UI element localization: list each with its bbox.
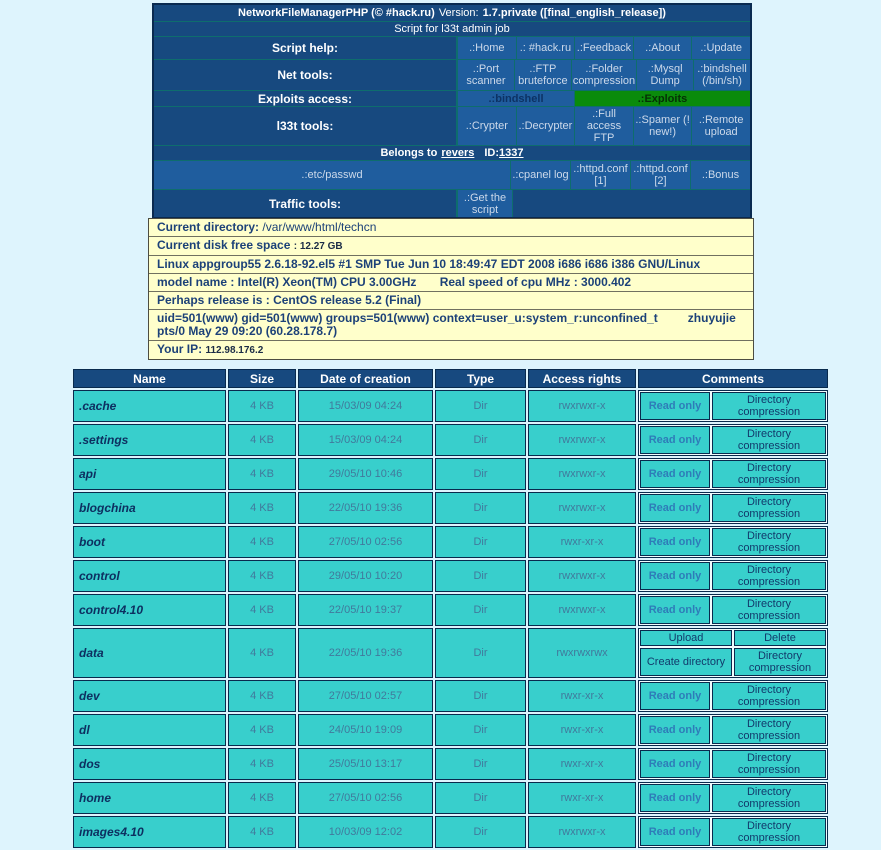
file-name-link[interactable]: blogchina	[73, 492, 226, 524]
comments-normal	[640, 784, 826, 812]
table-row	[73, 560, 828, 592]
file-type: Dir	[435, 560, 526, 592]
file-type: Dir	[435, 526, 526, 558]
bindshell-button[interactable]: .:bindshell	[457, 91, 574, 106]
system-info-panel	[148, 218, 754, 360]
comments-normal	[640, 562, 826, 590]
owner-link[interactable]: revers	[441, 147, 475, 159]
file-comments	[638, 594, 828, 626]
file-comments	[638, 782, 828, 814]
disk-space-label: Current disk free space	[157, 238, 291, 252]
bonus-button[interactable]: .:Bonus	[690, 161, 750, 189]
file-name-link[interactable]: dev	[73, 680, 226, 712]
folder-compression-button[interactable]: .:Folder compression	[571, 60, 636, 90]
directory-compression-button[interactable]: Directory compression	[712, 818, 826, 846]
file-size: 4 KB	[228, 424, 296, 456]
belongs-prefix: Belongs to	[380, 147, 438, 159]
file-name-link[interactable]: .settings	[73, 424, 226, 456]
read-only-button[interactable]: Read only	[640, 460, 710, 488]
file-size: 4 KB	[228, 748, 296, 780]
header-rights: Access rights	[528, 369, 636, 388]
file-access-rights: rwxrwxr-x	[528, 458, 636, 490]
your-ip-value: 112.98.176.2	[205, 345, 264, 356]
version-label: Version:	[438, 7, 479, 19]
port-scanner-button[interactable]: .:Port scanner	[457, 60, 514, 90]
directory-compression-button[interactable]: Directory compression	[712, 596, 826, 624]
current-directory-row	[149, 219, 753, 237]
file-date: 15/03/09 04:24	[298, 424, 433, 456]
release-row: Perhaps release is : CentOS release 5.2 (Final)	[149, 292, 753, 310]
l33t-tools-label: l33t tools:	[154, 107, 457, 145]
config-files-row	[154, 160, 750, 189]
file-type: Dir	[435, 424, 526, 456]
file-type: Dir	[435, 594, 526, 626]
read-only-button[interactable]: Read only	[640, 716, 710, 744]
file-comments	[638, 458, 828, 490]
header-name: Name	[73, 369, 226, 388]
shell-menu	[152, 3, 752, 219]
file-access-rights: rwxrwxr-x	[528, 560, 636, 592]
file-comments	[638, 560, 828, 592]
file-date: 22/05/10 19:37	[298, 594, 433, 626]
read-only-button[interactable]: Read only	[640, 784, 710, 812]
decrypter-button[interactable]: .:Decrypter	[516, 107, 575, 145]
file-type: Dir	[435, 782, 526, 814]
file-name-link[interactable]: control4.10	[73, 594, 226, 626]
file-access-rights: rwxr-xr-x	[528, 714, 636, 746]
file-type: Dir	[435, 492, 526, 524]
table-row	[73, 628, 828, 678]
spamer-button[interactable]: .:Spamer (! new!)	[633, 107, 692, 145]
directory-compression-button[interactable]: Directory compression	[712, 716, 826, 744]
id-info-row: uid=501(www) gid=501(www) groups=501(www) context=user_u:system_r:unconfined_t zhuyujie pts/0 May 29 09:20 (60.28.178.7)	[149, 310, 753, 341]
ftp-bruteforce-button[interactable]: .:FTP bruteforce	[514, 60, 571, 90]
comments-normal	[640, 426, 826, 454]
your-ip-row	[149, 341, 753, 359]
app-name: NetworkFileManagerPHP (© #hack.ru)	[238, 7, 435, 19]
file-name-link[interactable]: control	[73, 560, 226, 592]
comments-normal	[640, 682, 826, 710]
file-name-link[interactable]: data	[73, 628, 226, 678]
id-link[interactable]: 1337	[499, 147, 524, 159]
header-comments: Comments	[638, 369, 828, 388]
table-row	[73, 390, 828, 422]
read-only-button[interactable]: Read only	[640, 562, 710, 590]
comments-normal	[640, 494, 826, 522]
directory-compression-button[interactable]: Directory compression	[734, 648, 826, 676]
comments-normal	[640, 528, 826, 556]
delete-button[interactable]: Delete	[734, 630, 826, 646]
crypter-button[interactable]: .:Crypter	[457, 107, 516, 145]
file-name-link[interactable]: dos	[73, 748, 226, 780]
file-date: 27/05/10 02:56	[298, 526, 433, 558]
traffic-row-filler	[512, 190, 750, 217]
file-comments	[638, 714, 828, 746]
exploits-access-row	[154, 90, 750, 106]
file-date: 22/05/10 19:36	[298, 492, 433, 524]
remote-upload-button[interactable]: .:Remote upload	[691, 107, 750, 145]
update-button[interactable]: .:Update	[691, 37, 750, 59]
table-row	[73, 714, 828, 746]
belongs-row	[154, 145, 750, 160]
file-date: 15/03/09 04:24	[298, 390, 433, 422]
etc-passwd-button[interactable]: .:etc/passwd	[154, 161, 510, 189]
current-directory-label: Current directory:	[157, 220, 260, 234]
file-comments	[638, 424, 828, 456]
file-size: 4 KB	[228, 526, 296, 558]
table-row	[73, 748, 828, 780]
net-tools-label: Net tools:	[154, 60, 457, 90]
file-size: 4 KB	[228, 492, 296, 524]
cpu-row: model name : Intel(R) Xeon(TM) CPU 3.00GHz Real speed of cpu MHz : 3000.402	[149, 274, 753, 292]
file-comments	[638, 680, 828, 712]
net-tools-row	[154, 59, 750, 90]
version-value: 1.7.private ([final_english_release])	[482, 7, 666, 19]
comments-writable	[640, 630, 826, 676]
read-only-button[interactable]: Read only	[640, 494, 710, 522]
file-size: 4 KB	[228, 714, 296, 746]
uname-row: Linux appgroup55 2.6.18-92.el5 #1 SMP Tue Jun 10 18:49:47 EDT 2008 i686 i686 i386 GNU/Linux	[149, 256, 753, 274]
file-access-rights: rwxr-xr-x	[528, 782, 636, 814]
table-row	[73, 594, 828, 626]
mysql-dump-button[interactable]: .:Mysql Dump	[636, 60, 693, 90]
about-button[interactable]: .:About	[633, 37, 692, 59]
script-help-label: Script help:	[154, 37, 457, 59]
read-only-button[interactable]: Read only	[640, 426, 710, 454]
file-type: Dir	[435, 816, 526, 848]
file-type: Dir	[435, 390, 526, 422]
file-name-link[interactable]: dl	[73, 714, 226, 746]
comments-normal	[640, 392, 826, 420]
l33t-tools-row	[154, 106, 750, 145]
table-row	[73, 782, 828, 814]
file-size: 4 KB	[228, 782, 296, 814]
table-row	[73, 458, 828, 490]
file-access-rights: rwxrwxrwx	[528, 628, 636, 678]
httpd-conf-1-button[interactable]: .:httpd.conf [1]	[570, 161, 630, 189]
app-title	[154, 5, 750, 21]
directory-compression-button[interactable]: Directory compression	[712, 528, 826, 556]
comments-normal	[640, 596, 826, 624]
create-directory-button[interactable]: Create directory	[640, 648, 732, 676]
directory-compression-button[interactable]: Directory compression	[712, 750, 826, 778]
comments-normal	[640, 716, 826, 744]
read-only-button[interactable]: Read only	[640, 750, 710, 778]
directory-compression-button[interactable]: Directory compression	[712, 392, 826, 420]
file-access-rights: rwxr-xr-x	[528, 526, 636, 558]
file-date: 27/05/10 02:56	[298, 782, 433, 814]
file-date: 29/05/10 10:46	[298, 458, 433, 490]
read-only-button[interactable]: Read only	[640, 596, 710, 624]
bindshell-binsh-button[interactable]: .:bindshell (/bin/sh)	[693, 60, 750, 90]
cpanel-log-button[interactable]: .:cpanel log	[510, 161, 570, 189]
exploits-button[interactable]: .:Exploits	[574, 91, 750, 106]
file-date: 10/03/09 12:02	[298, 816, 433, 848]
directory-compression-button[interactable]: Directory compression	[712, 494, 826, 522]
file-table-body	[73, 390, 828, 848]
table-row	[73, 424, 828, 456]
file-access-rights: rwxrwxr-x	[528, 594, 636, 626]
disk-space-row	[149, 237, 753, 256]
read-only-button[interactable]: Read only	[640, 682, 710, 710]
file-size: 4 KB	[228, 680, 296, 712]
file-name-link[interactable]: images4.10	[73, 816, 226, 848]
file-type: Dir	[435, 714, 526, 746]
current-directory-value: /var/www/html/techcn	[262, 220, 377, 234]
file-type: Dir	[435, 748, 526, 780]
comments-normal	[640, 750, 826, 778]
comments-normal	[640, 460, 826, 488]
file-name-link[interactable]: home	[73, 782, 226, 814]
file-size: 4 KB	[228, 594, 296, 626]
table-row	[73, 526, 828, 558]
file-access-rights: rwxr-xr-x	[528, 680, 636, 712]
file-name-link[interactable]: api	[73, 458, 226, 490]
file-name-link[interactable]: .cache	[73, 390, 226, 422]
table-row	[73, 680, 828, 712]
traffic-tools-row	[154, 189, 750, 217]
traffic-tools-label: Traffic tools:	[154, 190, 457, 217]
file-table-header	[73, 369, 828, 388]
file-access-rights: rwxrwxr-x	[528, 424, 636, 456]
httpd-conf-2-button[interactable]: .:httpd.conf [2]	[630, 161, 690, 189]
file-date: 22/05/10 19:36	[298, 628, 433, 678]
hackru-button[interactable]: .: #hack.ru	[516, 37, 575, 59]
file-comments	[638, 492, 828, 524]
table-row	[73, 492, 828, 524]
file-date: 29/05/10 10:20	[298, 560, 433, 592]
file-size: 4 KB	[228, 816, 296, 848]
upload-button[interactable]: Upload	[640, 630, 732, 646]
file-type: Dir	[435, 680, 526, 712]
your-ip-label: Your IP:	[157, 342, 203, 356]
directory-compression-button[interactable]: Directory compression	[712, 562, 826, 590]
file-comments	[638, 628, 828, 678]
full-access-ftp-button[interactable]: .:Full access FTP	[574, 107, 633, 145]
disk-space-value: : 12.27 GB	[293, 241, 343, 252]
file-date: 25/05/10 13:17	[298, 748, 433, 780]
comments-normal	[640, 818, 826, 846]
file-type: Dir	[435, 458, 526, 490]
file-size: 4 KB	[228, 458, 296, 490]
file-name-link[interactable]: boot	[73, 526, 226, 558]
read-only-button[interactable]: Read only	[640, 392, 710, 420]
id-label: ID:	[484, 147, 500, 159]
file-date: 27/05/10 02:57	[298, 680, 433, 712]
file-type: Dir	[435, 628, 526, 678]
header-date: Date of creation	[298, 369, 433, 388]
read-only-button[interactable]: Read only	[640, 818, 710, 846]
file-access-rights: rwxrwxr-x	[528, 816, 636, 848]
read-only-button[interactable]: Read only	[640, 528, 710, 556]
file-access-rights: rwxrwxr-x	[528, 492, 636, 524]
directory-compression-button[interactable]: Directory compression	[712, 426, 826, 454]
app-subtitle: Script for l33t admin job	[154, 21, 750, 36]
file-table	[73, 369, 828, 850]
file-size: 4 KB	[228, 628, 296, 678]
script-help-row	[154, 36, 750, 59]
file-access-rights: rwxrwxr-x	[528, 390, 636, 422]
get-script-button[interactable]: .:Get the script	[457, 190, 512, 217]
file-comments	[638, 526, 828, 558]
file-comments	[638, 748, 828, 780]
exploits-access-label: Exploits access:	[154, 91, 457, 106]
home-button[interactable]: .:Home	[457, 37, 516, 59]
directory-compression-button[interactable]: Directory compression	[712, 784, 826, 812]
file-size: 4 KB	[228, 390, 296, 422]
file-date: 24/05/10 19:09	[298, 714, 433, 746]
header-size: Size	[228, 369, 296, 388]
feedback-button[interactable]: .:Feedback	[574, 37, 633, 59]
directory-compression-button[interactable]: Directory compression	[712, 682, 826, 710]
file-access-rights: rwxr-xr-x	[528, 748, 636, 780]
table-row	[73, 816, 828, 848]
file-comments	[638, 816, 828, 848]
file-comments	[638, 390, 828, 422]
header-type: Type	[435, 369, 526, 388]
directory-compression-button[interactable]: Directory compression	[712, 460, 826, 488]
file-size: 4 KB	[228, 560, 296, 592]
